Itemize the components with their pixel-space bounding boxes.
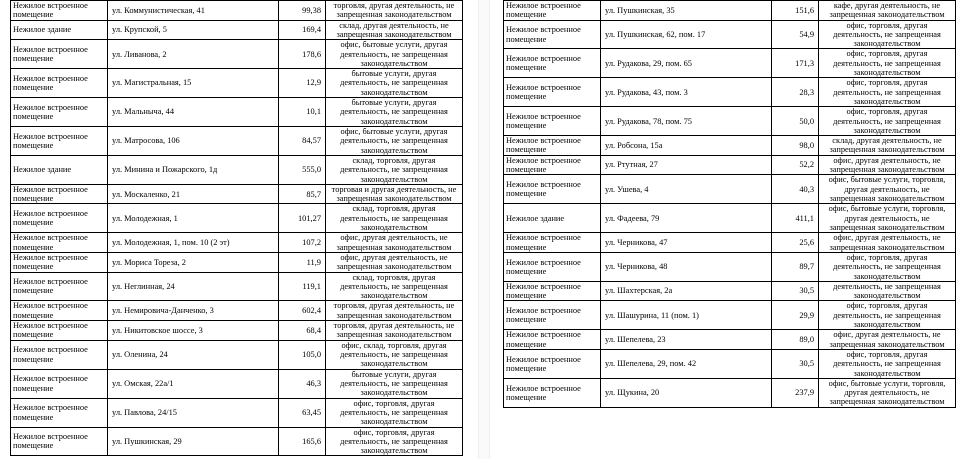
purpose-cell: офис, торговля, другая деятельность, не запрещенная законодательством [819,20,956,49]
area-cell: 40,3 [772,175,819,204]
table-row [504,330,956,350]
purpose-cell: офис, торговля, другая деятельность, не запрещенная законодательством [819,349,956,378]
property-type-cell: Нежилое встроенное помещение [504,252,601,281]
table-row [504,20,956,49]
address-cell: ул. Магистральная, 15 [108,69,279,98]
purpose-cell: торговля, другая деятельность, не запрещенная законодательством [326,1,463,21]
purpose-cell: офис, склад, торговля, другая деятельность, не запрещенная законодательством [326,340,463,369]
address-cell: ул. Павлова, 24/15 [108,398,279,427]
area-cell: 171,3 [772,49,819,78]
table-row [11,272,463,301]
table-row [11,184,463,204]
purpose-cell: офис, торговля, другая деятельность, не запрещенная законодательством [819,107,956,136]
purpose-cell: склад, торговля, другая деятельность, не запрещенная законодательством [326,204,463,233]
table-row [504,1,956,21]
address-cell: ул. Немировича-Данченко, 3 [108,301,279,321]
area-cell: 30,5 [772,349,819,378]
purpose-cell: офис, бытовые услуги, торговля, другая деятельность, не запрещенная законодательством [819,204,956,233]
area-cell: 84,57 [279,126,326,155]
address-cell: ул. Рудакова, 43, пом. 3 [601,78,772,107]
table-row [504,49,956,78]
purpose-cell: офис, торговля, другая деятельность, не запрещенная законодательством [819,49,956,78]
purpose-cell: деятельность, не запрещенная законодательством [819,281,956,301]
address-cell: ул. Рудакова, 78, пом. 75 [601,107,772,136]
table-row [11,233,463,253]
purpose-cell: офис, торговля, другая деятельность, не запрещенная законодательством [819,252,956,281]
address-cell: ул. Пушкинская, 29 [108,427,279,456]
table-row [11,369,463,398]
address-cell: ул. Оленина, 24 [108,340,279,369]
table-row [11,427,463,456]
property-type-cell: Нежилое встроенное помещение [504,301,601,330]
purpose-cell: склад, другая деятельность, не запрещенная законодательством [326,20,463,40]
table-row [11,301,463,321]
property-type-cell: Нежилое встроенное помещение [11,1,108,21]
table-row [11,340,463,369]
area-cell: 602,4 [279,301,326,321]
area-cell: 68,4 [279,321,326,341]
address-cell: ул. Шашурина, 11 (пом. 1) [601,301,772,330]
property-type-cell: Нежилое встроенное помещение [11,204,108,233]
property-type-cell: Нежилое здание [504,204,601,233]
purpose-cell: офис, торговля, другая деятельность, не запрещенная законодательством [326,427,463,456]
area-cell: 25,6 [772,233,819,253]
purpose-cell: офис, бытовые услуги, торговля, другая деятельность, не запрещенная законодательством [819,175,956,204]
address-cell: ул. Мальныча, 44 [108,98,279,127]
purpose-cell: кафе, другая деятельность, не запрещенная законодательством [819,1,956,21]
property-type-cell: Нежилое встроенное помещение [504,49,601,78]
address-cell: ул. Омская, 22а/1 [108,369,279,398]
property-type-cell: Нежилое встроенное помещение [11,398,108,427]
property-type-cell: Нежилое встроенное помещение [11,301,108,321]
area-cell: 89,7 [772,252,819,281]
property-type-cell: Нежилое встроенное помещение [11,369,108,398]
property-type-cell: Нежилое встроенное помещение [504,175,601,204]
address-cell: ул. Молодежная, 1 [108,204,279,233]
property-type-cell: Нежилое встроенное помещение [504,1,601,21]
property-type-cell: Нежилое встроенное помещение [504,349,601,378]
property-type-cell: Нежилое здание [11,20,108,40]
area-cell: 89,0 [772,330,819,350]
property-type-cell: Нежилое встроенное помещение [504,107,601,136]
table-row [504,349,956,378]
purpose-cell: торговая и другая деятельность, не запрещенная законодательством [326,184,463,204]
table-row [11,69,463,98]
purpose-cell: офис, другая деятельность, не запрещенная законодательством [819,233,956,253]
address-cell: ул. Молодежная, 1, пом. 10 (2 эт) [108,233,279,253]
property-type-cell: Нежилое встроенное помещение [11,233,108,253]
purpose-cell: офис, бытовые услуги, торговля, другая деятельность, не запрещенная законодательством [819,378,956,407]
property-type-cell: Нежилое встроенное помещение [11,98,108,127]
property-type-cell: Нежилое встроенное помещение [11,69,108,98]
area-cell: 119,1 [279,272,326,301]
property-type-cell: Нежилое встроенное помещение [504,330,601,350]
table-row [11,252,463,272]
property-type-cell: Нежилое встроенное помещение [11,340,108,369]
area-cell: 52,2 [772,155,819,175]
area-cell: 12,9 [279,69,326,98]
purpose-cell: офис, другая деятельность, не запрещенная законодательством [819,155,956,175]
area-cell: 28,3 [772,78,819,107]
area-cell: 99,38 [279,1,326,21]
table-row [504,107,956,136]
table-row [11,20,463,40]
table-row [504,378,956,407]
purpose-cell: склад, другая деятельность, не запрещенная законодательством [819,136,956,156]
address-cell: ул. Ушева, 4 [601,175,772,204]
address-cell: ул. Пушкинская, 62, пом. 17 [601,20,772,49]
document-page-left [10,0,463,456]
address-cell: ул. Матросова, 106 [108,126,279,155]
address-cell: ул. Мориса Тореза, 2 [108,252,279,272]
purpose-cell: склад, торговля, другая деятельность, не запрещенная законодательством [326,155,463,184]
area-cell: 411,1 [772,204,819,233]
address-cell: ул. Ртутная, 27 [601,155,772,175]
purpose-cell: торговля, другая деятельность, не запрещенная законодательством [326,301,463,321]
table-row [11,40,463,69]
area-cell: 165,6 [279,427,326,456]
address-cell: ул. Робсона, 15а [601,136,772,156]
table-row [504,175,956,204]
table-row [504,301,956,330]
property-type-cell: Нежилое встроенное помещение [504,281,601,301]
area-cell: 30,5 [772,281,819,301]
address-cell: ул. Шахтерская, 2а [601,281,772,301]
address-cell: ул. Неглинная, 24 [108,272,279,301]
purpose-cell: офис, торговля, другая деятельность, не запрещенная законодательством [819,301,956,330]
area-cell: 50,0 [772,107,819,136]
area-cell: 237,9 [772,378,819,407]
address-cell: ул. Ливанова, 2 [108,40,279,69]
area-cell: 46,3 [279,369,326,398]
property-type-cell: Нежилое здание [11,155,108,184]
purpose-cell: офис, другая деятельность, не запрещенная законодательством [326,233,463,253]
table-row [504,78,956,107]
table-row [504,233,956,253]
purpose-cell: бытовые услуги, другая деятельность, не запрещенная законодательством [326,369,463,398]
purpose-cell: торговля, другая деятельность, не запрещенная законодательством [326,321,463,341]
property-type-cell: Нежилое встроенное помещение [11,321,108,341]
table-row [11,155,463,184]
property-type-cell: Нежилое встроенное помещение [11,272,108,301]
property-table-right [503,0,956,408]
document-page-right [503,0,956,408]
area-cell: 54,9 [772,20,819,49]
property-type-cell: Нежилое встроенное помещение [504,20,601,49]
table-row [504,204,956,233]
table-row [11,1,463,21]
purpose-cell: склад, торговля, другая деятельность, не запрещенная законодательством [326,272,463,301]
area-cell: 101,27 [279,204,326,233]
area-cell: 107,2 [279,233,326,253]
property-type-cell: Нежилое встроенное помещение [504,155,601,175]
area-cell: 29,9 [772,301,819,330]
area-cell: 555,0 [279,155,326,184]
area-cell: 151,6 [772,1,819,21]
page-gutter [478,0,490,459]
purpose-cell: офис, бытовые услуги, другая деятельность, не запрещенная законодательством [326,126,463,155]
property-type-cell: Нежилое встроенное помещение [504,233,601,253]
address-cell: ул. Москаленко, 21 [108,184,279,204]
property-type-cell: Нежилое встроенное помещение [504,78,601,107]
area-cell: 105,0 [279,340,326,369]
area-cell: 63,45 [279,398,326,427]
property-type-cell: Нежилое встроенное помещение [11,427,108,456]
address-cell: ул. Черникова, 48 [601,252,772,281]
address-cell: ул. Фадеева, 79 [601,204,772,233]
table-row [11,204,463,233]
address-cell: ул. Черникова, 47 [601,233,772,253]
table-row [11,398,463,427]
address-cell: ул. Пушкинская, 35 [601,1,772,21]
table-row [11,98,463,127]
address-cell: ул. Минина и Пожарского, 1д [108,155,279,184]
address-cell: ул. Коммунистическая, 41 [108,1,279,21]
area-cell: 169,4 [279,20,326,40]
area-cell: 178,6 [279,40,326,69]
purpose-cell: офис, торговля, другая деятельность, не запрещенная законодательством [326,398,463,427]
purpose-cell: офис, торговля, другая деятельность, не запрещенная законодательством [819,78,956,107]
property-type-cell: Нежилое встроенное помещение [11,184,108,204]
table-row [504,252,956,281]
area-cell: 98,0 [772,136,819,156]
purpose-cell: бытовые услуги, другая деятельность, не запрещенная законодательством [326,98,463,127]
address-cell: ул. Щукина, 20 [601,378,772,407]
table-row [504,136,956,156]
address-cell: ул. Шепелева, 23 [601,330,772,350]
property-type-cell: Нежилое встроенное помещение [11,126,108,155]
property-table-left [10,0,463,456]
purpose-cell: офис, бытовые услуги, другая деятельность, не запрещенная законодательством [326,40,463,69]
property-type-cell: Нежилое встроенное помещение [504,378,601,407]
property-type-cell: Нежилое встроенное помещение [11,252,108,272]
table-row [504,155,956,175]
purpose-cell: офис, другая деятельность, не запрещенная законодательством [819,330,956,350]
address-cell: ул. Крупской, 5 [108,20,279,40]
purpose-cell: бытовые услуги, другая деятельность, не запрещенная законодательством [326,69,463,98]
property-type-cell: Нежилое встроенное помещение [11,40,108,69]
area-cell: 85,7 [279,184,326,204]
address-cell: ул. Никитовское шоссе, 3 [108,321,279,341]
purpose-cell: офис, другая деятельность, не запрещенная законодательством [326,252,463,272]
property-type-cell: Нежилое встроенное помещение [504,136,601,156]
area-cell: 10,1 [279,98,326,127]
table-row [504,281,956,301]
address-cell: ул. Шепелева, 29, пом. 42 [601,349,772,378]
area-cell: 11,9 [279,252,326,272]
table-row [11,126,463,155]
address-cell: ул. Рудакова, 29, пом. 65 [601,49,772,78]
table-row [11,321,463,341]
